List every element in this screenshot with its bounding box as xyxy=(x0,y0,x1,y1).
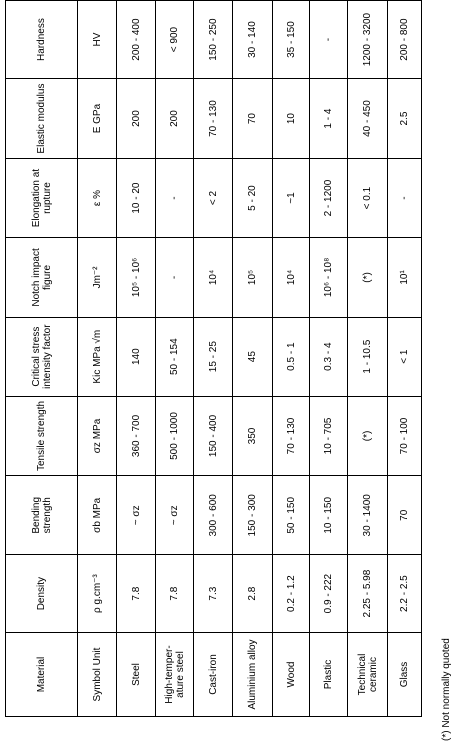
cell-notch: 10⁵ - 10⁶ xyxy=(117,238,156,318)
cell-kic: 140 xyxy=(117,317,156,396)
header-row xyxy=(6,1,78,717)
header-density: Density xyxy=(6,555,78,633)
unit-notch-impact: Jm⁻² xyxy=(78,238,117,318)
unit-hardness: HV xyxy=(78,1,117,79)
unit-elongation: ε % xyxy=(78,158,117,237)
header-critical-stress: Critical stress intensity factor xyxy=(6,317,78,396)
unit-tensile-strength: σz MPa xyxy=(78,396,117,476)
cell-modulus: 200 xyxy=(117,79,156,159)
cell-hardness: 200 - 400 xyxy=(117,1,156,79)
symbol-unit-row xyxy=(78,1,117,717)
cell-tensile: 70 - 130 xyxy=(273,396,310,476)
cell-modulus: 2.5 xyxy=(388,79,422,159)
material-properties-table xyxy=(5,0,422,717)
cell-notch: 10⁴ xyxy=(194,238,233,318)
cell-tensile: 500 - 1000 xyxy=(156,396,194,476)
cell-notch: 10⁶ - 10⁸ xyxy=(310,238,348,318)
table-row xyxy=(348,1,388,717)
cell-material: Glass xyxy=(388,633,422,717)
cell-material: Steel xyxy=(117,633,156,717)
cell-elongation: < 2 xyxy=(194,158,233,237)
unit-elastic-modulus: E GPa xyxy=(78,79,117,159)
cell-elongation: 10 - 20 xyxy=(117,158,156,237)
header-material: Material xyxy=(6,633,78,717)
cell-notch: (*) xyxy=(348,238,388,318)
cell-bending: 150 - 300 xyxy=(233,476,273,555)
cell-material: Plastic xyxy=(310,633,348,717)
cell-elongation: - xyxy=(388,158,422,237)
header-elongation: Elongation at rupture xyxy=(6,158,78,237)
cell-elongation: - xyxy=(156,158,194,237)
cell-density: 7.3 xyxy=(194,555,233,633)
cell-bending: 70 xyxy=(388,476,422,555)
table-row xyxy=(388,1,422,717)
cell-elongation: ~1 xyxy=(273,158,310,237)
cell-kic: 45 xyxy=(233,317,273,396)
cell-notch: 10⁵ xyxy=(233,238,273,318)
cell-bending: 10 - 150 xyxy=(310,476,348,555)
cell-density: 2.8 xyxy=(233,555,273,633)
cell-density: 0.9 - 222 xyxy=(310,555,348,633)
header-notch-impact: Notch impact figure xyxy=(6,238,78,318)
cell-elongation: 5 - 20 xyxy=(233,158,273,237)
unit-critical-stress: Kic MPa √m xyxy=(78,317,117,396)
cell-bending: 300 - 600 xyxy=(194,476,233,555)
table-row xyxy=(233,1,273,717)
cell-tensile: 360 - 700 xyxy=(117,396,156,476)
cell-elongation: < 0.1 xyxy=(348,158,388,237)
cell-hardness: 30 - 140 xyxy=(233,1,273,79)
table-row xyxy=(156,1,194,717)
cell-modulus: 200 xyxy=(156,79,194,159)
cell-bending: 50 - 150 xyxy=(273,476,310,555)
cell-density: 2.2 - 2.5 xyxy=(388,555,422,633)
cell-notch: 10¹ xyxy=(388,238,422,318)
symbol-unit-label: Symbol Unit xyxy=(78,633,117,717)
cell-density: 2.25 - 5.98 xyxy=(348,555,388,633)
cell-modulus: 70 - 130 xyxy=(194,79,233,159)
cell-notch: 10⁴ xyxy=(273,238,310,318)
cell-modulus: 70 xyxy=(233,79,273,159)
header-hardness: Hardness xyxy=(6,1,78,79)
table-row xyxy=(117,1,156,717)
cell-density: 7.8 xyxy=(117,555,156,633)
table-row xyxy=(310,1,348,717)
cell-bending: 30 - 1400 xyxy=(348,476,388,555)
cell-tensile: 350 xyxy=(233,396,273,476)
cell-kic: 0.5 - 1 xyxy=(273,317,310,396)
unit-bending-strength: σb MPa xyxy=(78,476,117,555)
cell-hardness: - xyxy=(310,1,348,79)
cell-modulus: 1 - 4 xyxy=(310,79,348,159)
header-elastic-modulus: Elastic modulus xyxy=(6,79,78,159)
cell-kic: 0.3 - 4 xyxy=(310,317,348,396)
header-tensile-strength: Tensile strength xyxy=(6,396,78,476)
table-row xyxy=(273,1,310,717)
cell-kic: 15 - 25 xyxy=(194,317,233,396)
cell-density: 7.8 xyxy=(156,555,194,633)
cell-hardness: 35 - 150 xyxy=(273,1,310,79)
cell-density: 0.2 - 1.2 xyxy=(273,555,310,633)
cell-material: High-temper-ature steel xyxy=(156,633,194,717)
cell-tensile: 10 - 705 xyxy=(310,396,348,476)
cell-kic: < 1 xyxy=(388,317,422,396)
cell-elongation: 2 - 1200 xyxy=(310,158,348,237)
cell-bending: ~ σz xyxy=(156,476,194,555)
cell-hardness: < 900 xyxy=(156,1,194,79)
table-row xyxy=(194,1,233,717)
cell-material: Technical ceramic xyxy=(348,633,388,717)
cell-kic: 50 - 154 xyxy=(156,317,194,396)
cell-kic: 1 - 10.5 xyxy=(348,317,388,396)
cell-material: Cast-iron xyxy=(194,633,233,717)
cell-hardness: 150 - 250 xyxy=(194,1,233,79)
header-bending-strength: Bending strength xyxy=(6,476,78,555)
cell-bending: ~ σz xyxy=(117,476,156,555)
cell-modulus: 40 - 450 xyxy=(348,79,388,159)
cell-modulus: 10 xyxy=(273,79,310,159)
cell-tensile: 70 - 100 xyxy=(388,396,422,476)
cell-hardness: 200 - 800 xyxy=(388,1,422,79)
footnote: (*) Not normally quoted xyxy=(441,638,452,741)
cell-material: Wood xyxy=(273,633,310,717)
unit-density: ρ g.cm⁻³ xyxy=(78,555,117,633)
cell-hardness: 1200 - 3200 xyxy=(348,1,388,79)
cell-material: Aluminium alloy xyxy=(233,633,273,717)
cell-tensile: (*) xyxy=(348,396,388,476)
cell-notch: - xyxy=(156,238,194,318)
cell-tensile: 150 - 400 xyxy=(194,396,233,476)
